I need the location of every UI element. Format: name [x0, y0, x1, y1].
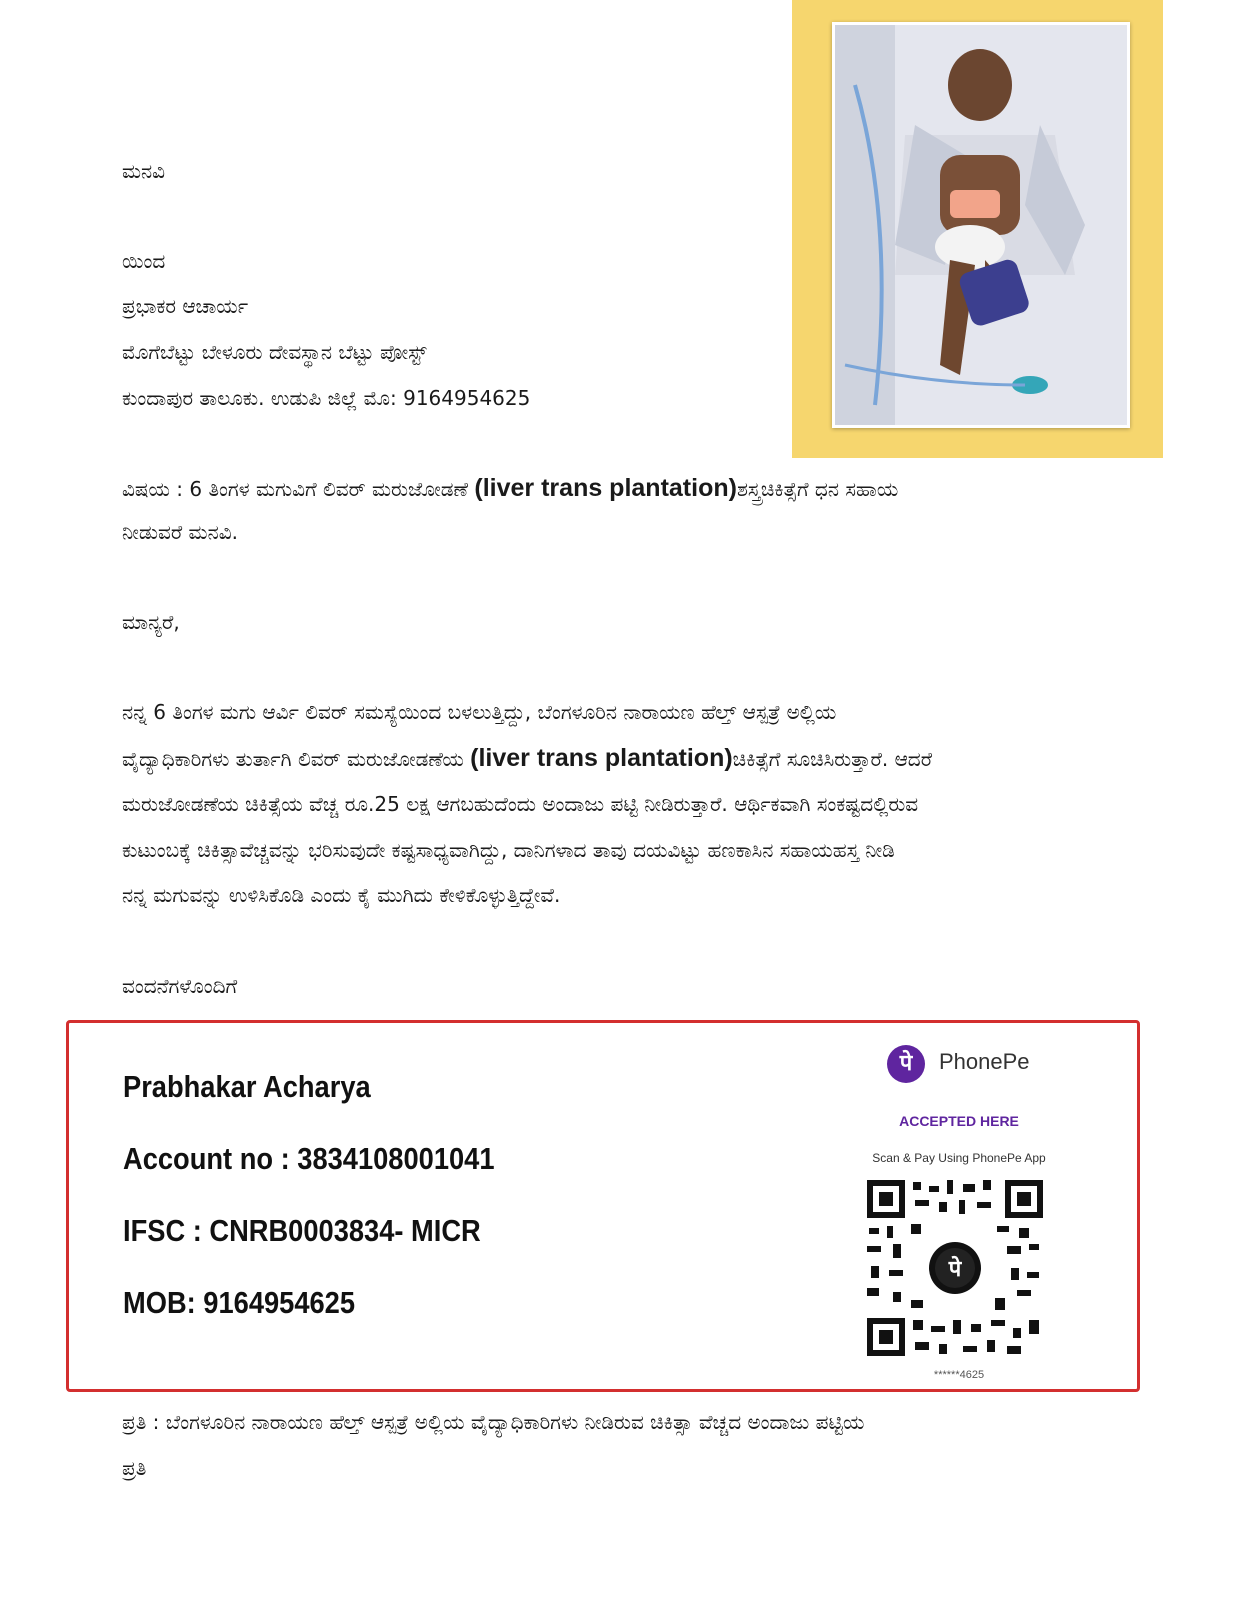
copy-line-2: ಪ್ರತಿ — [122, 1456, 147, 1480]
body-line-4: ಕುಟುಂಬಕ್ಕೆ ಚಿಕಿತ್ಸಾವೆಚ್ಚವನ್ನು ಭರಿಸುವುದೇ ಕಷ್ಟಸಾಧ್ಯವಾಗಿದ್ದು, ದಾನಿಗಳಾದ ತಾವು ದಯವಿಟ್ಟು ಹಣಕಾಸಿನ ಸಹಾಯಹಸ್ತ ನೀಡಿ — [122, 838, 895, 862]
subject-line-1 — [122, 474, 898, 503]
account-number: Account no : 3834108001041 — [123, 1141, 495, 1176]
letter-heading: ಮನವಿ — [122, 159, 166, 183]
closing: ವಂದನೆಗಳೊಂದಿಗೆ — [122, 974, 238, 998]
accepted-here-label: ACCEPTED HERE — [899, 1113, 1019, 1129]
copy-line-1: ಪ್ರತಿ : ಬೆಂಗಳೂರಿನ ನಾರಾಯಣ ಹೆಲ್ತ್ ಆಸ್ಪತ್ರೆ ಅಲ್ಲಿಯ ವೈದ್ಯಾಧಿಕಾರಿಗಳು ನೀಡಿರುವ ಚಿಕಿತ್ಸಾ ವೆಚ್ಚದ ಅಂದಾಜು ಪಟ್ಟಿಯ — [122, 1410, 865, 1434]
body-kannada-start: ವೈದ್ಯಾಧಿಕಾರಿಗಳು ತುರ್ತಾಗಿ ಲಿವರ್ ಮರುಜೋಡಣೆಯ — [122, 747, 471, 771]
body-english: (liver trans plantation) — [470, 744, 733, 772]
body-line-5: ನನ್ನ ಮಗುವನ್ನು ಉಳಿಸಿಕೊಡಿ ಎಂದು ಕೈ ಮುಗಿದು ಕೇಳಿಕೊಳ್ಳುತ್ತಿದ್ದೇವೆ. — [122, 883, 561, 907]
body-kannada-end: ಚಿಕಿತ್ಸೆಗೆ ಸೂಚಿಸಿರುತ್ತಾರೆ. ಆದರೆ — [732, 747, 933, 771]
from-label: ಯಿಂದ — [122, 249, 166, 273]
masked-mobile: ******4625 — [933, 1369, 985, 1381]
subject-english: (liver trans plantation) — [474, 474, 737, 502]
payment-qr-code[interactable] — [867, 1180, 1043, 1356]
phonepe-brand: PhonePe — [939, 1049, 1030, 1074]
body-line-1: ನನ್ನ 6 ತಿಂಗಳ ಮಗು ಆರ್ವಿ ಲಿವರ್ ಸಮಸ್ಯೆಯಿಂದ ಬಳಲುತ್ತಿದ್ದು, ಬೆಂಗಳೂರಿನ ನಾರಾಯಣ ಹೆಲ್ತ್ ಆಸ್ಪತ್ರೆ ಅಲ್ಲಿಯ — [122, 700, 837, 724]
salutation: ಮಾನ್ಯರೆ, — [122, 610, 180, 634]
address-line-1: ಮೊಗೆಬೆಟ್ಟು ಬೇಳೂರು ದೇವಸ್ಥಾನ ಬೆಟ್ಟು ಪೋಸ್ಟ್ — [122, 340, 427, 364]
qr-center-logo-icon: पे — [948, 1257, 962, 1282]
ifsc-code: IFSC : CNRB0003834- MICR — [123, 1213, 481, 1248]
baby-photo — [832, 22, 1130, 428]
phonepe-logo-icon: पे — [887, 1045, 925, 1083]
photo-frame — [792, 0, 1163, 458]
body-line-2 — [122, 744, 932, 773]
subject-line-2: ನೀಡುವರೆ ಮನವಿ. — [122, 520, 238, 544]
mobile-number: MOB: 9164954625 — [123, 1285, 356, 1320]
account-holder-name: Prabhakar Acharya — [123, 1069, 371, 1104]
body-line-3: ಮರುಜೋಡಣೆಯ ಚಿಕಿತ್ಸೆಯ ವೆಚ್ಚ ರೂ.25 ಲಕ್ಷ ಆಗಬಹುದೆಂದು ಅಂದಾಜು ಪಟ್ಟಿ ನೀಡಿರುತ್ತಾರೆ. ಆರ್ಥಿಕವಾಗಿ ಸಂಕಷ್ಟದಲ್ಲಿರುವ — [122, 792, 919, 816]
address-line-2: ಕುಂದಾಪುರ ತಾಲೂಕು. ಉಡುಪಿ ಜಿಲ್ಲೆ ಮೊ: 9164954625 — [122, 386, 531, 410]
sender-name: ಪ್ರಭಾಕರ ಆಚಾರ್ಯ — [122, 294, 249, 318]
subject-kannada-end: ಶಸ್ತ್ರಚಿಕಿತ್ಸೆಗೆ ಧನ ಸಹಾಯ — [736, 477, 899, 501]
bank-details-box — [66, 1020, 1140, 1392]
scan-instruction: Scan & Pay Using PhonePe App — [872, 1151, 1046, 1165]
subject-kannada-start: ವಿಷಯ : 6 ತಿಂಗಳ ಮಗುವಿಗೆ ಲಿವರ್ ಮರುಜೋಡಣೆ — [122, 477, 475, 501]
